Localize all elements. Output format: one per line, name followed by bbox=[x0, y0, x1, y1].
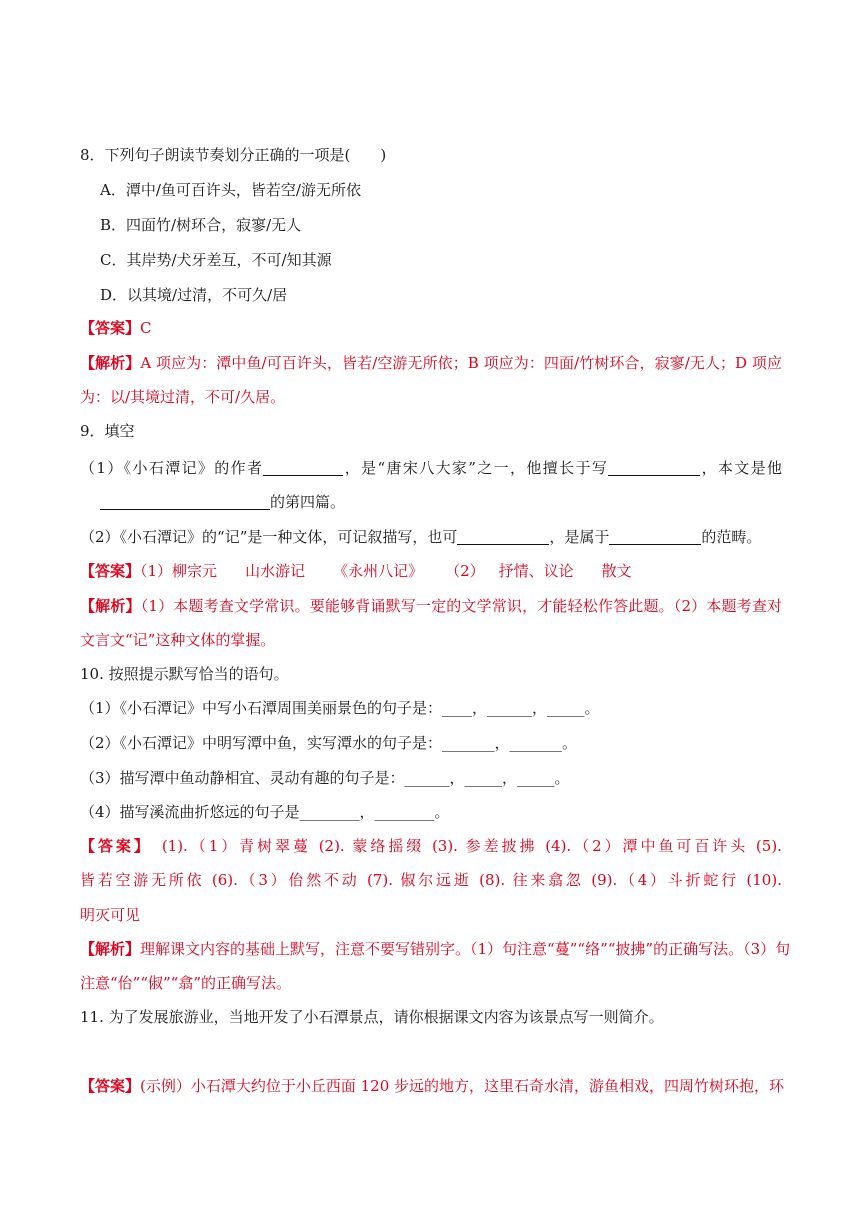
q10-answer-part: (6).（3）佁然不动 bbox=[211, 871, 360, 889]
q10-answer-part: (5). bbox=[755, 837, 782, 855]
q10-answer-line3: 明灭可见 bbox=[80, 906, 141, 924]
blank-author bbox=[263, 459, 343, 476]
q10-item-3: （3）描写潭中鱼动静相宜、灵动有趣的句子是：______，_____，_____。 bbox=[80, 769, 570, 787]
analysis-text: （1）本题考查文学常识。要能够背诵默写一定的文学常识，才能轻松作答此题。（2）本题考查对 bbox=[140, 597, 782, 615]
q10-item-4: （4）描写溪流曲折悠远的句子是________，________。 bbox=[80, 803, 450, 821]
q10-analysis-line2: 注意“佁”“俶”“翕”的正确写法。 bbox=[80, 974, 292, 992]
q8-option-b: B．四面竹/树环合，寂寥/无人 bbox=[100, 216, 302, 234]
q9-part1-text-b: ，是“唐宋八大家”之一，他擅长于写 bbox=[343, 459, 609, 477]
q9-part2-text-c: 的范畴。 bbox=[701, 528, 762, 546]
blank-genre bbox=[608, 459, 700, 476]
q9-answer bbox=[80, 561, 782, 581]
analysis-tag: 【解析】 bbox=[80, 597, 141, 615]
analysis-tag: 【解析】 bbox=[80, 354, 141, 372]
q10-answer-part: (7). 俶尔远逝 bbox=[367, 871, 472, 889]
q10-item-2: （2）《小石潭记》中明写潭中鱼，实写潭水的句子是：_______，_______。 bbox=[80, 734, 578, 752]
q10-answer-line1 bbox=[80, 836, 782, 856]
q9-stem: 9．填空 bbox=[80, 422, 135, 440]
q10-answer-part: 皆若空游无所依 bbox=[80, 871, 205, 889]
q10-stem: 10. 按照提示默写恰当的语句。 bbox=[80, 665, 289, 683]
q8-option-c: C．其岸势/犬牙差互，不可/知其源 bbox=[100, 251, 332, 269]
answer-text: (示例）小石潭大约位于小丘西面 120 步远的地方，这里石奇水清，游鱼相戏，四周竹树环抱，环 bbox=[140, 1077, 785, 1095]
blank-category bbox=[609, 528, 701, 545]
answer-text: C bbox=[140, 319, 152, 337]
q10-analysis-line1 bbox=[80, 939, 791, 959]
q9-analysis-line1 bbox=[80, 596, 782, 616]
q9-part1-line1 bbox=[80, 458, 782, 478]
q8-stem: 8．下列句子朗读节奏划分正确的一项是( ) bbox=[80, 146, 387, 164]
q10-answer-part: (2). 蒙络摇缀 bbox=[318, 837, 425, 855]
answer-tag: 【答案】 bbox=[80, 319, 141, 337]
q10-answer-part: (9).（4）斗折蛇行 bbox=[591, 871, 739, 889]
q8-answer bbox=[80, 318, 782, 338]
q9-answer-5: 抒情、议论 bbox=[498, 562, 574, 580]
q11-answer-line1 bbox=[80, 1076, 785, 1096]
q8-analysis-line2: 为：以/其境过清，不可/久居。 bbox=[80, 388, 286, 406]
q9-part2 bbox=[80, 527, 782, 547]
q9-answer-6: 散文 bbox=[601, 562, 632, 580]
analysis-tag: 【解析】 bbox=[80, 940, 141, 958]
q9-part1-line2 bbox=[100, 492, 782, 512]
q9-part2-text-a: （2）《小石潭记》的“记”是一种文体，可记叙描写，也可 bbox=[80, 528, 458, 546]
q10-answer-part: (4).（2）潭中鱼可百许头 bbox=[545, 837, 749, 855]
blank-collection bbox=[100, 493, 270, 510]
q10-answer-part: (3). 参差披拂 bbox=[431, 837, 538, 855]
q11-stem: 11. 为了发展旅游业，当地开发了小石潭景点，请你根据课文内容为该景点写一则简介。 bbox=[80, 1008, 664, 1026]
blank-expression bbox=[457, 528, 549, 545]
q10-answer-part: (8). 往来翕忽 bbox=[479, 871, 584, 889]
q9-answer-3: 《永州八记》 bbox=[333, 562, 424, 580]
q8-option-d: D．以其境/过清，不可久/居 bbox=[100, 286, 288, 304]
q9-answer-2: 山水游记 bbox=[245, 562, 306, 580]
q9-part1-text-a: （1）《小石潭记》的作者 bbox=[80, 459, 264, 477]
q9-part1-text-d: 的第四篇。 bbox=[270, 493, 346, 511]
q10-item-1: （1）《小石潭记》中写小石潭周围美丽景色的句子是：____，______，_____。 bbox=[80, 699, 600, 717]
q9-part1-text-c: ，本文是他 bbox=[700, 459, 783, 477]
q8-option-a: A．潭中/鱼可百许头，皆若空/游无所依 bbox=[100, 181, 361, 199]
answer-tag: 【答案】 bbox=[80, 837, 152, 855]
analysis-text: A 项应为：潭中鱼/可百许头，皆若/空游无所依；B 项应为：四面/竹树环合，寂寥/无人；D 项应 bbox=[140, 354, 782, 372]
answer-tag: 【答案】 bbox=[80, 562, 141, 580]
q10-answer-line2 bbox=[80, 870, 782, 890]
q8-analysis-line1 bbox=[80, 353, 782, 373]
q9-analysis-line2: 文言文“记”这种文体的掌握。 bbox=[80, 631, 276, 649]
q9-answer-4: （2） bbox=[445, 562, 485, 580]
q9-part2-text-b: ，是属于 bbox=[549, 528, 610, 546]
q10-answer-part: (1).（1）青树翠蔓 bbox=[161, 837, 311, 855]
q10-answer-part: (10). bbox=[746, 871, 782, 889]
analysis-text: 理解课文内容的基础上默写，注意不要写错别字。（1）句注意“蔓”“络”“披拂”的正确写法。（3）句 bbox=[140, 940, 791, 958]
answer-tag: 【答案】 bbox=[80, 1077, 141, 1095]
q9-answer-1: （1）柳宗元 bbox=[140, 562, 218, 580]
